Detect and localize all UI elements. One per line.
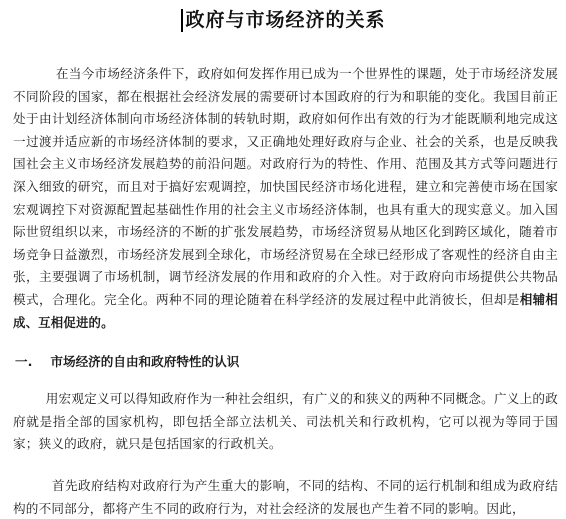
text-cursor (181, 9, 183, 32)
paragraph-definition[interactable]: 用宏观定义可以得知政府作为一种社会组织，有广义的和狭义的两种不同概念。广义上的政府就是指全部的国家机构，即包括全部立法机关、司法机关和行政机构，它可以视为等同于国家；狭义的政府，就只是包括国家的行政机关。 (13, 391, 558, 452)
document-title[interactable] (185, 7, 385, 33)
paragraph-intro-text: 在当今市场经济条件下，政府如何发挥作用已成为一个世界性的课题，处于市场经济发展不同阶段的国家，都在根据社会经济发展的需要研讨本国政府的行为和职能的变化。我国目前正处于由计划经济体制向市场经济体制的转轨时期，政府如何作出有效的行为才能既顺利地完成这一过渡并适应新的市场经济体制的要求，又正确地处理好政府与企业、社会的关系，也是反映我国社会主义市场经济发展趋势的前沿问题。对政府行为的特性、作用、范围及其方式等问题进行深入细致的研究，而且对于搞好宏观调控，加快国民经济市场化进程，建立和完善使市场在国家宏观调控下对资源配置起基础性作用的社会主义市场经济体制，也具有重大的现实意义。加入国际世贸组织以来，市场经济的不断的扩张发展趋势，市场经济贸易从地区化到跨区域化，随着市场竞争日益激烈，市场经济发展到全球化，市场经济贸易在全球已经形成了客观性的经济自由主张，主要强调了市场机制，调节经济发展的作用和政府的介入性。对于政府向市场提供公共物品模式，合理化。完全化。两种不同的理论随着在科学经济的发展过程中此消彼长，但却是 (13, 66, 558, 307)
paragraph-intro-emphasis: 相辅相成、互相促进的。 (13, 291, 558, 330)
section-heading-1[interactable] (15, 352, 558, 372)
paragraph-structure[interactable]: 首先政府结构对政府行为产生重大的影响，不同的结构、不同的运行机制和组成为政府结构的不同部分，都将产生不同的政府行为，对社会经济的发展也产生着不同的影响。因此， (13, 477, 558, 516)
section-heading-text: 市场经济的自由和政府特性的认识 (50, 354, 240, 370)
paragraph-intro[interactable] (13, 63, 558, 334)
title-area (13, 0, 558, 52)
section-number: 一. (15, 354, 33, 370)
document-title-text: 政府与市场经济的关系 (185, 9, 386, 31)
